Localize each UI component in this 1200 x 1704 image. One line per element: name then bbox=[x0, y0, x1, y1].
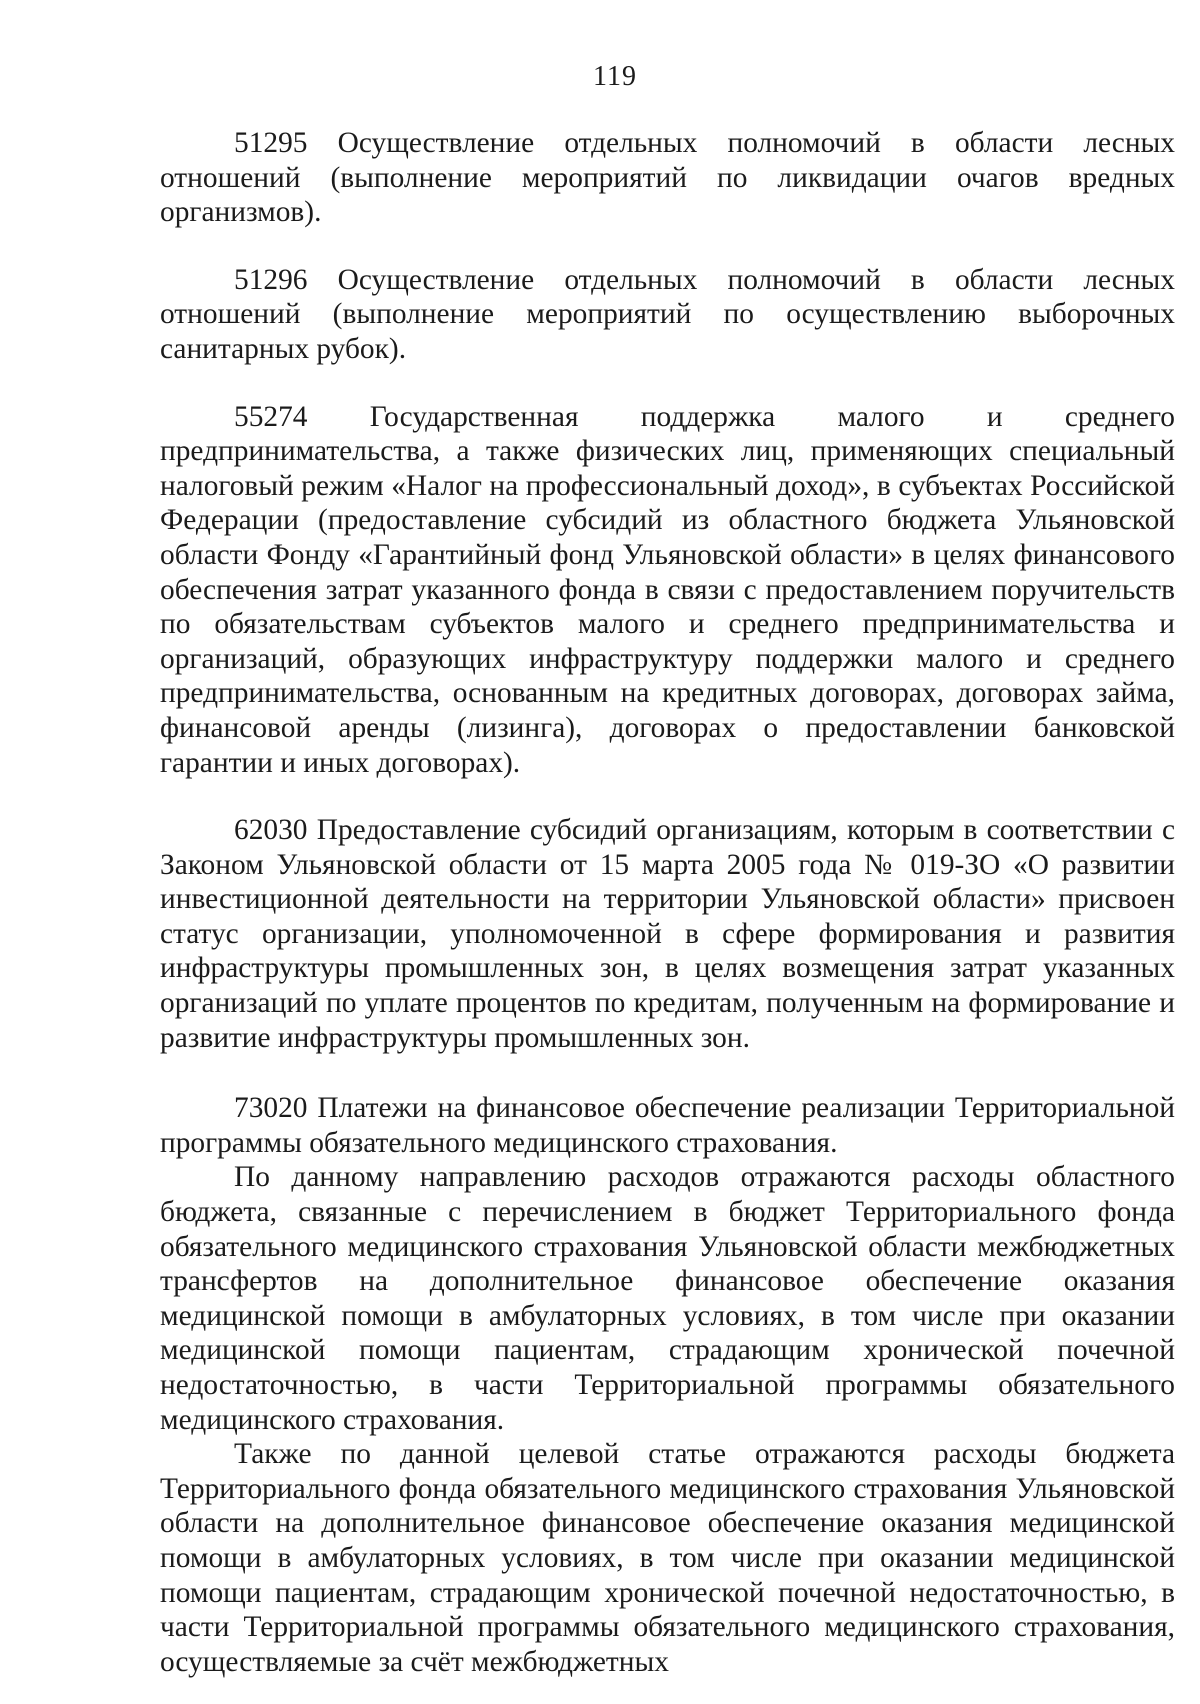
paragraph-spacer bbox=[160, 367, 1175, 400]
paragraph-62030: 62030 Предоставление субсидий организациям, которым в соответствии с Законом Ульяновской области от 15 марта 2005 года № 019-ЗО «О развитии инвестиционной деятельности на территории Ульяновской области» присвоен статус организации, уполномоченной в сфере формирования и развития инфраструктуры промышленных зон, в целях возмещения затрат указанных организаций по уплате процентов по кредитам, полученным на формирование и развитие инфраструктуры промышленных зон. bbox=[160, 814, 1175, 1054]
paragraph-51296: 51296 Осуществление отдельных полномочий в области лесных отношений (выполнение мероприятий по осуществлению выборочных санитарных рубок). bbox=[160, 263, 1175, 365]
paragraph-73020-details: По данному направлению расходов отражаются расходы областного бюджета, связанные с перечислением в бюджет Территориального фонда обязательного медицинского страхования Ульяновской области межбюджетных трансфертов на дополнительное финансовое обеспечение оказания медицинской помощи в амбулаторных условиях, в том числе при оказании медицинской помощи пациентам, страдающим хронической почечной недостаточностью, в части Территориальной программы обязательного медицинского страхования. bbox=[160, 1161, 1175, 1436]
paragraph-55274: 55274 Государственная поддержка малого и среднего предпринимательства, а также физических лиц, применяющих специальный налоговый режим «Налог на профессиональный доход», в субъектах Российской Федерации (предоставление субсидий из областного бюджета Ульяновской области Фонду «Гарантийный фонд Ульяновской области» в целях финансового обеспечения затрат указанного фонда в связи с предоставлением поручительств по обязательствам субъектов малого и среднего предпринимательства и организаций, образующих инфраструктуру поддержки малого и среднего предпринимательства, основанным на кредитных договорах, договорах займа, финансовой аренды (лизинга), договорах о предоставлении банковской гарантии и иных договорах). bbox=[160, 400, 1175, 779]
paragraph-51295: 51295 Осуществление отдельных полномочий в области лесных отношений (выполнение мероприятий по ликвидации очагов вредных организмов). bbox=[160, 127, 1175, 229]
document-body bbox=[160, 126, 1175, 1679]
paragraph-spacer bbox=[160, 230, 1175, 263]
paragraph-spacer bbox=[160, 780, 1175, 813]
page-number: 119 bbox=[593, 61, 637, 92]
paragraph-73020: 73020 Платежи на финансовое обеспечение реализации Территориальной программы обязательного медицинского страхования. bbox=[160, 1092, 1175, 1159]
paragraph-73020-additional: Также по данной целевой статье отражаются расходы бюджета Территориального фонда обязательного медицинского страхования Ульяновской области на дополнительное финансовое обеспечение оказания медицинской помощи в амбулаторных условиях, в том числе при оказании медицинской помощи пациентам, страдающим хронической почечной недостаточностью, в части Территориальной программы обязательного медицинского страхования, осуществляемые за счёт межбюджетных bbox=[160, 1438, 1175, 1678]
paragraph-spacer bbox=[160, 1055, 1175, 1091]
